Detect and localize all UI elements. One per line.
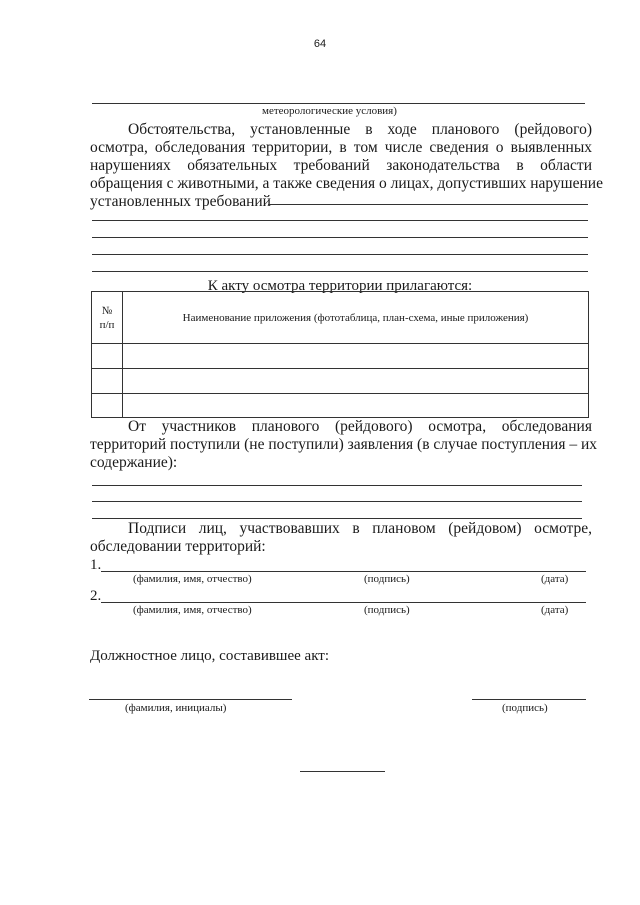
official-sign-line: [472, 699, 586, 700]
blank-line: [92, 501, 582, 502]
signature-number-2: 2.: [90, 588, 102, 604]
column-header-number: [92, 292, 123, 344]
signature-number-1: 1.: [90, 557, 102, 573]
table-cell[interactable]: [123, 344, 589, 369]
table-cell[interactable]: [92, 394, 123, 418]
column-header-name: Наименование приложения (фототаблица, план-схема, иные приложения): [123, 292, 589, 344]
table-cell[interactable]: [92, 344, 123, 369]
circumstances-line: нарушениях обязательных требований законодательства в области: [90, 157, 592, 174]
circumstances-line: осмотра, обследования территории, в том числе сведения о выявленных: [90, 139, 592, 156]
attachments-heading: К акту осмотра территории прилагаются:: [207, 278, 473, 294]
signature-line-1: [101, 571, 586, 572]
statements-line: содержание):: [90, 454, 178, 471]
table-cell[interactable]: [92, 369, 123, 394]
signature-date-caption-1: (дата): [541, 573, 569, 585]
table-cell[interactable]: [123, 369, 589, 394]
circumstances-line: обращения с животными, а также сведения о лицах, допустивших нарушение: [90, 175, 603, 192]
column-header-number-line2: п/п: [99, 318, 115, 331]
column-header-number-line1: №: [101, 304, 113, 317]
circumstances-fill-line: [268, 204, 588, 205]
signature-sign-caption-2: (подпись): [364, 604, 410, 616]
circumstances-paragraph: [90, 121, 603, 211]
statements-line: От участников планового (рейдового) осмотра, обследования: [128, 418, 592, 435]
blank-line: [92, 254, 588, 255]
blank-line: [92, 220, 588, 221]
official-initials-caption: (фамилия, инициалы): [125, 702, 227, 714]
weather-line: [92, 103, 585, 104]
official-initials-line: [89, 699, 292, 700]
signature-fio-caption-1: (фамилия, имя, отчество): [133, 573, 252, 585]
closing-rule: [300, 771, 385, 772]
signature-date-caption-2: (дата): [541, 604, 569, 616]
official-sign-caption: (подпись): [502, 702, 548, 714]
blank-line: [92, 271, 588, 272]
signatures-line: Подписи лиц, участвовавших в плановом (рейдовом) осмотре,: [128, 520, 592, 537]
signature-line-2: [101, 602, 586, 603]
circumstances-line: Обстоятельства, установленные в ходе планового (рейдового): [128, 121, 592, 138]
attachments-table: [91, 291, 589, 418]
table-header-row: [92, 292, 589, 344]
signatures-paragraph: [90, 520, 592, 556]
page-number: 64: [313, 38, 327, 50]
signature-sign-caption-1: (подпись): [364, 573, 410, 585]
signature-fio-caption-2: (фамилия, имя, отчество): [133, 604, 252, 616]
circumstances-line: установленных требований: [90, 193, 271, 210]
signatures-line: обследовании территорий:: [90, 538, 266, 555]
table-row: [92, 369, 589, 394]
table-cell[interactable]: [123, 394, 589, 418]
blank-line: [92, 485, 582, 486]
official-label: Должностное лицо, составившее акт:: [90, 648, 330, 664]
statements-line: территорий поступили (не поступили) заявления (в случае поступления – их: [90, 436, 598, 453]
weather-caption: метеорологические условия): [262, 105, 397, 117]
statements-paragraph: [90, 418, 598, 472]
blank-line: [92, 518, 582, 519]
table-row: [92, 394, 589, 418]
blank-line: [92, 237, 588, 238]
table-row: [92, 344, 589, 369]
